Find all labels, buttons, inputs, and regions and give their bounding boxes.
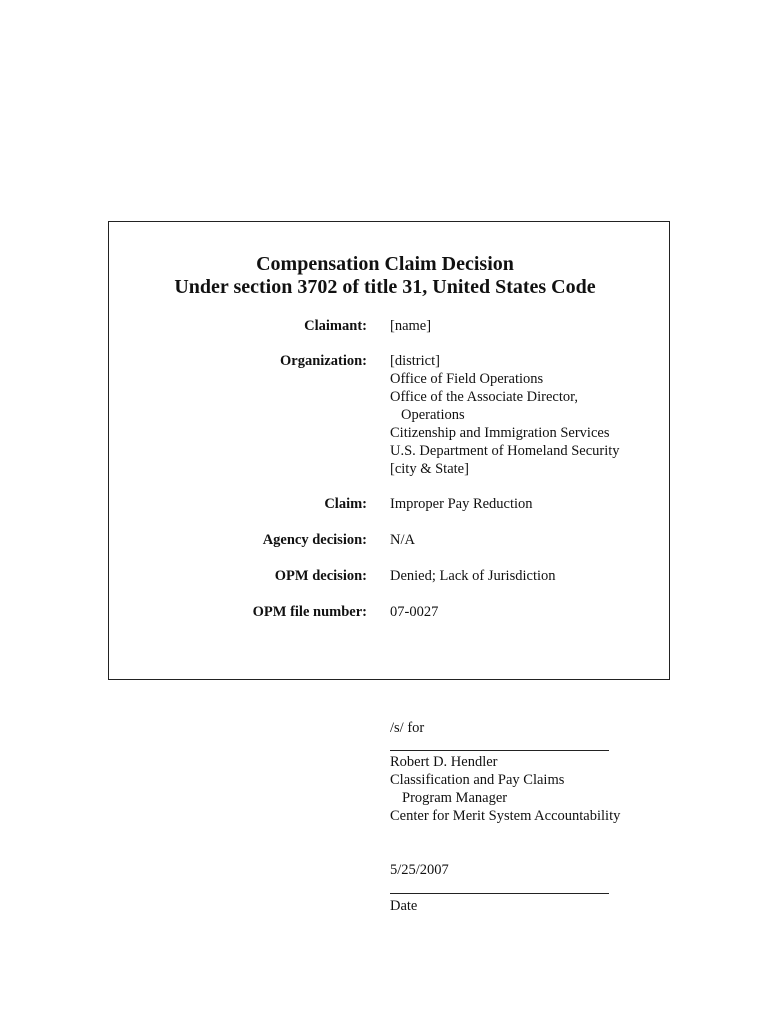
organization-line: U.S. Department of Homeland Security — [390, 443, 620, 459]
organization-line: Office of Field Operations — [390, 371, 544, 387]
signer-office: Center for Merit System Accountability — [390, 808, 621, 824]
organization-line: Citizenship and Immigration Services — [390, 425, 610, 441]
date-label: Date — [390, 898, 418, 914]
document-subtitle: Under section 3702 of title 31, United States Code — [174, 276, 596, 298]
organization-lines — [390, 352, 620, 478]
signature-date: 5/25/2007 — [390, 862, 449, 878]
signature-line — [390, 750, 609, 751]
organization-line: [city & State] — [390, 461, 469, 477]
organization-line: Office of the Associate Director, — [390, 389, 578, 405]
claim-label: Claim: — [324, 496, 367, 512]
signature-mark: /s/ for — [390, 720, 425, 736]
date-line — [390, 893, 609, 894]
opm-decision-label: OPM decision: — [274, 568, 367, 584]
opm-decision-value: Denied; Lack of Jurisdiction — [390, 568, 556, 584]
agency-decision-label: Agency decision: — [262, 532, 367, 548]
signer-title-continued: Program Manager — [402, 790, 508, 806]
agency-decision-value: N/A — [390, 532, 415, 548]
organization-line: Operations — [401, 407, 465, 423]
organization-label: Organization: — [280, 353, 367, 369]
organization-line: [district] — [390, 353, 440, 369]
opm-file-number-label: OPM file number: — [252, 604, 367, 620]
document-title: Compensation Claim Decision — [256, 253, 514, 275]
signer-title: Classification and Pay Claims — [390, 772, 565, 788]
opm-file-number-value: 07-0027 — [390, 604, 439, 620]
claim-value: Improper Pay Reduction — [390, 496, 533, 512]
signer-name: Robert D. Hendler — [390, 754, 498, 770]
claimant-value: [name] — [390, 318, 432, 334]
claimant-label: Claimant: — [304, 318, 367, 334]
